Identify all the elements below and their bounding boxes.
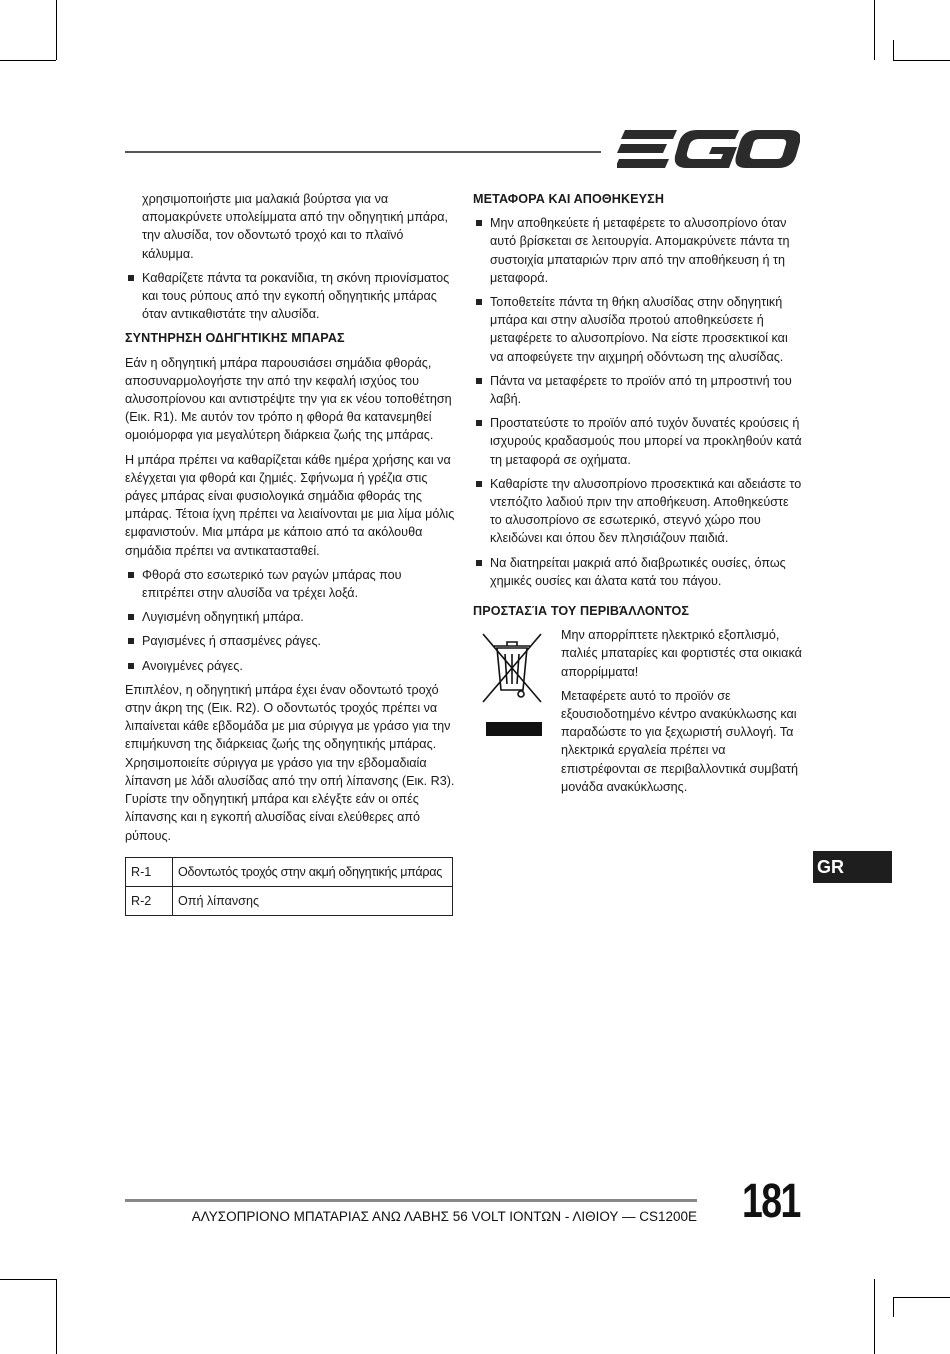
- list-item: Καθαρίστε την αλυσοπρίονο προσεκτικά και αδειάστε το ντεπόζιτο λαδιού πριν την αποθήκευση. Αποθηκεύστε το αλυσοπρίονο σε εσωτερικό, στεγνό χώρο που κλειδώνει και όπου δεν πλησιάζουν παιδιά.: [473, 475, 803, 548]
- environment-text: [561, 626, 806, 802]
- intro-continuation: χρησιμοποιήστε μια μαλακιά βούρτσα για να απομακρύνετε υπολείμματα από την οδηγητική μπάρα, την αλυσίδα, τον οδοντωτό τροχό και το πλαϊνό κάλυμμα.: [142, 192, 449, 261]
- environment-block: [473, 626, 803, 806]
- bullet-square-icon: [128, 275, 134, 281]
- transport-bullet-list: [473, 214, 803, 590]
- crop-mark: [874, 1279, 875, 1354]
- list-item: Ανοιγμένες ράγες.: [125, 657, 455, 675]
- table-row: [126, 886, 453, 915]
- crop-mark: [874, 0, 875, 60]
- list-item: Πάντα να μεταφέρετε το προϊόν από τη μπροστινή του λαβή.: [473, 372, 803, 408]
- bullet-square-icon: [128, 572, 134, 578]
- ego-logo: [617, 126, 800, 172]
- bullet-square-icon: [128, 638, 134, 644]
- bullet-square-icon: [476, 481, 482, 487]
- paragraph: Μην απορρίπτετε ηλεκτρικό εξοπλισμό, παλιές μπαταρίες και φορτιστές στα οικιακά απορρίμματα!: [561, 628, 802, 679]
- list-item: Τοποθετείτε πάντα τη θήκη αλυσίδας στην οδηγητική μπάρα και στην αλυσίδα προτού αποθηκεύσετε ή μεταφέρετε το αλυσοπρίονο. Να είστε προσεκτικοί και να αποφεύγετε την αιχμηρή οδόντωση της αλυσίδας.: [473, 293, 803, 366]
- wear-bullet-list: [125, 566, 455, 675]
- section-heading: ΣΥΝΤΗΡΗΣΗ ΟΔΗΓΗΤΙΚΗΣ ΜΠΑΡΑΣ: [125, 331, 345, 346]
- footer-title: ΑΛΥΣΟΠΡΙΟΝΟ ΜΠΑΤΑΡΙΑΣ ΑΝΩ ΛΑΒΗΣ 56 VOLT ΙΟΝΤΩΝ - ΛΙΘΙΟΥ — CS1200E: [191, 1209, 697, 1224]
- table-cell-value: Οπή λίπανσης: [173, 886, 453, 915]
- list-item: Μην αποθηκεύετε ή μεταφέρετε το αλυσοπρίονο όταν αυτό βρίσκεται σε λειτουργία. Απομακρύνετε πάντα τη συστοιχία μπαταριών πριν από την αποθήκευση ή τη μεταφορά.: [473, 214, 803, 287]
- bullet-square-icon: [476, 299, 482, 305]
- table-cell-key: R-1: [126, 857, 173, 886]
- header-rule: [125, 151, 601, 153]
- paragraph: Εάν η οδηγητική μπάρα παρουσιάσει σημάδια φθοράς, αποσυναρμολογήστε την από την κεφαλή ισχύος του αλυσοπρίονου και αντιστρέψτε την για εκ νέου τοποθέτηση (Εικ. R1). Με αυτόν τον τρόπο η φθορά θα κατανεμηθεί ομοιόμορφα για μεγαλύτερη διάρκεια ζωής της μπάρας.: [125, 355, 452, 443]
- list-item: Ραγισμένες ή σπασμένες ράγες.: [125, 632, 455, 650]
- language-tab: GR: [813, 851, 892, 883]
- bullet-square-icon: [476, 560, 482, 566]
- weee-bar: [486, 722, 542, 736]
- legend-table: [125, 857, 453, 916]
- bullet-square-icon: [476, 220, 482, 226]
- table-row: [126, 857, 453, 886]
- bullet-square-icon: [476, 378, 482, 384]
- crop-mark: [56, 0, 57, 60]
- table-cell-value: Οδοντωτός τροχός στην ακμή οδηγητικής μπάρας: [173, 857, 453, 886]
- list-item: Λυγισμένη οδηγητική μπάρα.: [125, 608, 455, 626]
- crop-mark: [0, 1279, 56, 1280]
- left-column: [125, 190, 455, 916]
- paragraph: Η μπάρα πρέπει να καθαρίζεται κάθε ημέρα χρήσης και να ελέγχεται για φθορά και ζημιές. Σφήνωμα ή γρέζια στις ράγες μπάρας είναι φυσιολογικά σημάδια φθοράς της μπάρας. Τέτοια ίχνη πρέπει να λειαίνονται με μια λίμα μόλις εμφανιστούν. Μια μπάρα με κάποιο από τα ακόλουθα σημάδια πρέπει να αντικατασταθεί.: [125, 452, 455, 558]
- crop-mark: [56, 1279, 57, 1354]
- bullet-square-icon: [128, 663, 134, 669]
- bullet-square-icon: [128, 614, 134, 620]
- list-item: Καθαρίζετε πάντα τα ροκανίδια, τη σκόνη πριονίσματος και τους ρύπους από την εγκοπή οδηγητικής μπάρας όταν αντικαθιστάτε την αλυσίδα.: [125, 269, 455, 324]
- list-item: Να διατηρείται μακριά από διαβρωτικές ουσίες, όπως χημικές ουσίες και άλατα κατά του πάγου.: [473, 554, 803, 590]
- crop-mark: [893, 1297, 950, 1298]
- paragraph: Μεταφέρετε αυτό το προϊόν σε εξουσιοδοτημένο κέντρο ανακύκλωσης και παραδώστε το για ξεχωριστή συλλογή. Τα ηλεκτρικά εργαλεία πρέπει να επιστρέφονται σε περιβαλλοντικά συμβατή μονάδα ανακύκλωσης.: [561, 688, 798, 794]
- section-heading: ΠΡΟΣΤΑΣΊΑ ΤΟΥ ΠΕΡΙΒΆΛΛΟΝΤΟΣ: [473, 604, 690, 619]
- bullet-square-icon: [476, 420, 482, 426]
- right-column: [473, 190, 803, 806]
- list-item: Προστατεύστε το προϊόν από τυχόν δυνατές κρούσεις ή ισχυρούς κραδασμούς που μπορεί να προκληθούν κατά τη μεταφορά σε οχήματα.: [473, 414, 803, 469]
- crop-mark: [893, 40, 894, 60]
- paragraph: Επιπλέον, η οδηγητική μπάρα έχει έναν οδοντωτό τροχό στην άκρη της (Εικ. R2). Ο οδοντωτός τροχός πρέπει να λιπαίνεται κάθε εβδομάδα με μια σύριγγα με γράσο για την επιμήκυνση της διάρκειας ζωής της οδηγητικής μπάρας. Χρησιμοποιείτε σύριγγα με γράσο για την εβδομαδιαία λίπανση με λάδι αλυσίδας από την οπή λίπανσης (Εικ. R3). Γυρίστε την οδηγητική μπάρα και ελέγξτε εάν οι οπές λίπανσης και η εγκοπή αλυσίδας είναι ελεύθερες από ρύπους.: [125, 682, 455, 843]
- page-number: 181: [742, 1175, 800, 1228]
- crop-mark: [893, 1297, 894, 1317]
- footer-rule: [125, 1199, 697, 1202]
- intro-bullet-list: [125, 269, 455, 324]
- crossed-out-wheelie-bin-icon: [481, 632, 543, 704]
- table-cell-key: R-2: [126, 886, 173, 915]
- list-item: Φθορά στο εσωτερικό των ραγών μπάρας που επιτρέπει στην αλυσίδα να τρέχει λοξά.: [125, 566, 455, 602]
- section-heading: ΜΕΤΑΦΟΡΑ ΚΑΙ ΑΠΟΘΗΚΕΥΣΗ: [473, 192, 665, 206]
- crop-mark: [0, 60, 56, 61]
- crop-mark: [893, 60, 950, 61]
